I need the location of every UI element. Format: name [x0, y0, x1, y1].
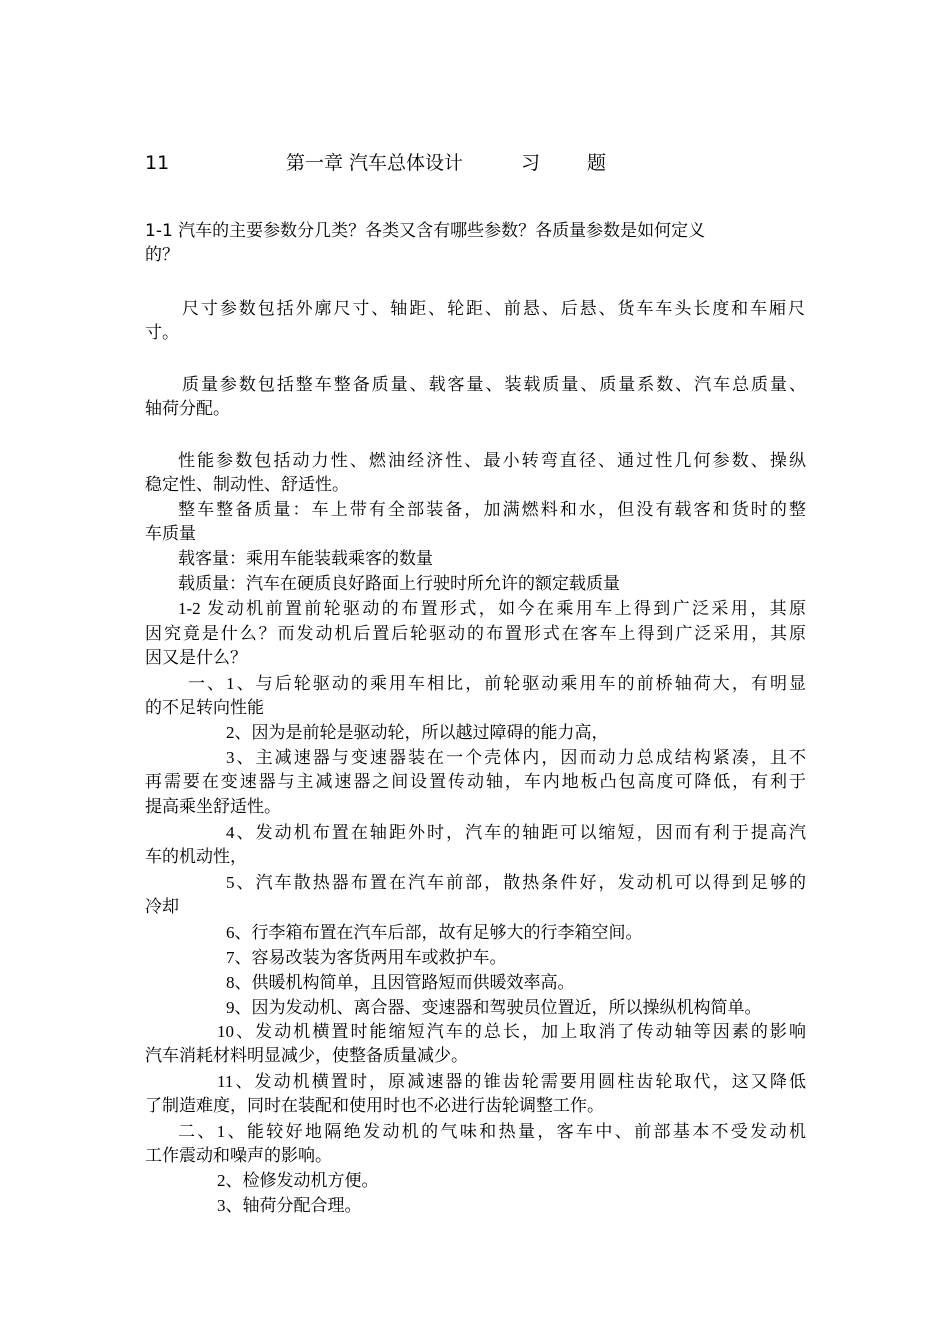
answer-1-2: 2、因为是前轮是驱动轮，所以越过障碍的能力高，	[226, 723, 609, 742]
answer-2-1-line-2: 工作震动和噪声的影响。	[145, 1146, 332, 1165]
answer-1-3-line-2: 再需要在变速器与主减速器之间设置传动轴，车内地板凸包高度可降低，有利于	[145, 772, 806, 791]
answer-1-1-line-2: 的不足转向性能	[145, 698, 264, 717]
mass-params-line-2: 轴荷分配。	[145, 399, 230, 419]
answer-1-3-line-3: 提高乘坐舒适性。	[145, 797, 281, 816]
chapter-title-char-2: 题	[587, 152, 607, 174]
dimension-params-line-1: 尺寸参数包括外廓尺寸、轴距、轮距、前悬、后悬、货车车头长度和车厢尺	[182, 299, 805, 319]
question-1-1-line-1: 1-1 汽车的主要参数分几类？各类又含有哪些参数？各质量参数是如何定义	[145, 221, 706, 241]
answer-2-2: 2、检修发动机方便。	[217, 1171, 379, 1190]
question-1-2-line-2: 因究竟是什么？而发动机后置后轮驱动的布置形式在客车上得到广泛采用，其原	[145, 624, 806, 643]
curb-mass-def-line-2: 车质量	[145, 524, 196, 543]
dimension-params-line-2: 寸。	[145, 323, 179, 343]
question-1-2-line-1: 1-2 发动机前置前轮驱动的布置形式，如今在乘用车上得到广泛采用，其原	[178, 599, 806, 618]
performance-params-line-1: 性能参数包括动力性、燃油经济性、最小转弯直径、通过性几何参数、操纵	[178, 451, 806, 470]
answer-1-6: 6、行李箱布置在汽车后部，故有足够大的行李箱空间。	[226, 923, 643, 942]
answer-1-8: 8、供暖机构简单，且因管路短而供暖效率高。	[226, 973, 575, 992]
chapter-title: 第一章 汽车总体设计	[286, 152, 464, 174]
answer-2-3: 3、轴荷分配合理。	[217, 1196, 362, 1215]
answer-1-10-line-1: 10、发动机横置时能缩短汽车的总长，加上取消了传动轴等因素的影响	[217, 1022, 806, 1041]
answer-1-3-line-1: 3、主减速器与变速器装在一个壳体内，因而动力总成结构紧凑，且不	[226, 748, 806, 767]
answer-1-10-line-2: 汽车消耗材料明显减少，使整备质量减少。	[145, 1046, 468, 1065]
answer-1-11-line-1: 11、发动机横置时，原减速器的锥齿轮需要用圆柱齿轮取代，这又降低	[217, 1072, 806, 1091]
answer-1-1-line-1: 一、1、与后轮驱动的乘用车相比，前轮驱动乘用车的前桥轴荷大，有明显	[188, 674, 806, 693]
answer-2-1-line-1: 二、1、能较好地隔绝发动机的气味和热量，客车中、前部基本不受发动机	[178, 1122, 806, 1141]
chapter-title-char-1: 习	[521, 152, 541, 174]
answer-1-5-line-2: 冷却	[145, 897, 179, 916]
passenger-capacity-def: 载客量：乘用车能装载乘客的数量	[178, 549, 433, 568]
answer-1-4-line-1: 4、发动机布置在轴距外时，汽车的轴距可以缩短，因而有利于提高汽	[226, 823, 806, 842]
page-number: 11	[145, 152, 170, 174]
answer-1-11-line-2: 了制造难度，同时在装配和使用时也不必进行齿轮调整工作。	[145, 1096, 604, 1115]
performance-params-line-2: 稳定性、制动性、舒适性。	[145, 475, 349, 494]
question-1-2-line-3: 因又是什么？	[145, 648, 247, 667]
curb-mass-def-line-1: 整车整备质量：车上带有全部装备，加满燃料和水，但没有载客和货时的整	[178, 500, 806, 519]
mass-params-line-1: 质量参数包括整车整备质量、载客量、装载质量、质量系数、汽车总质量、	[182, 375, 806, 395]
answer-1-9: 9、因为发动机、离合器、变速器和驾驶员位置近，所以操纵机构简单。	[226, 998, 762, 1017]
answer-1-4-line-2: 车的机动性，	[145, 847, 247, 866]
answer-1-5-line-1: 5、汽车散热器布置在汽车前部，散热条件好，发动机可以得到足够的	[226, 873, 806, 892]
payload-def: 载质量：汽车在硬质良好路面上行驶时所允许的额定载质量	[178, 574, 620, 593]
answer-1-7: 7、容易改装为客货两用车或救护车。	[226, 948, 507, 967]
question-1-1-line-2: 的？	[145, 245, 179, 265]
